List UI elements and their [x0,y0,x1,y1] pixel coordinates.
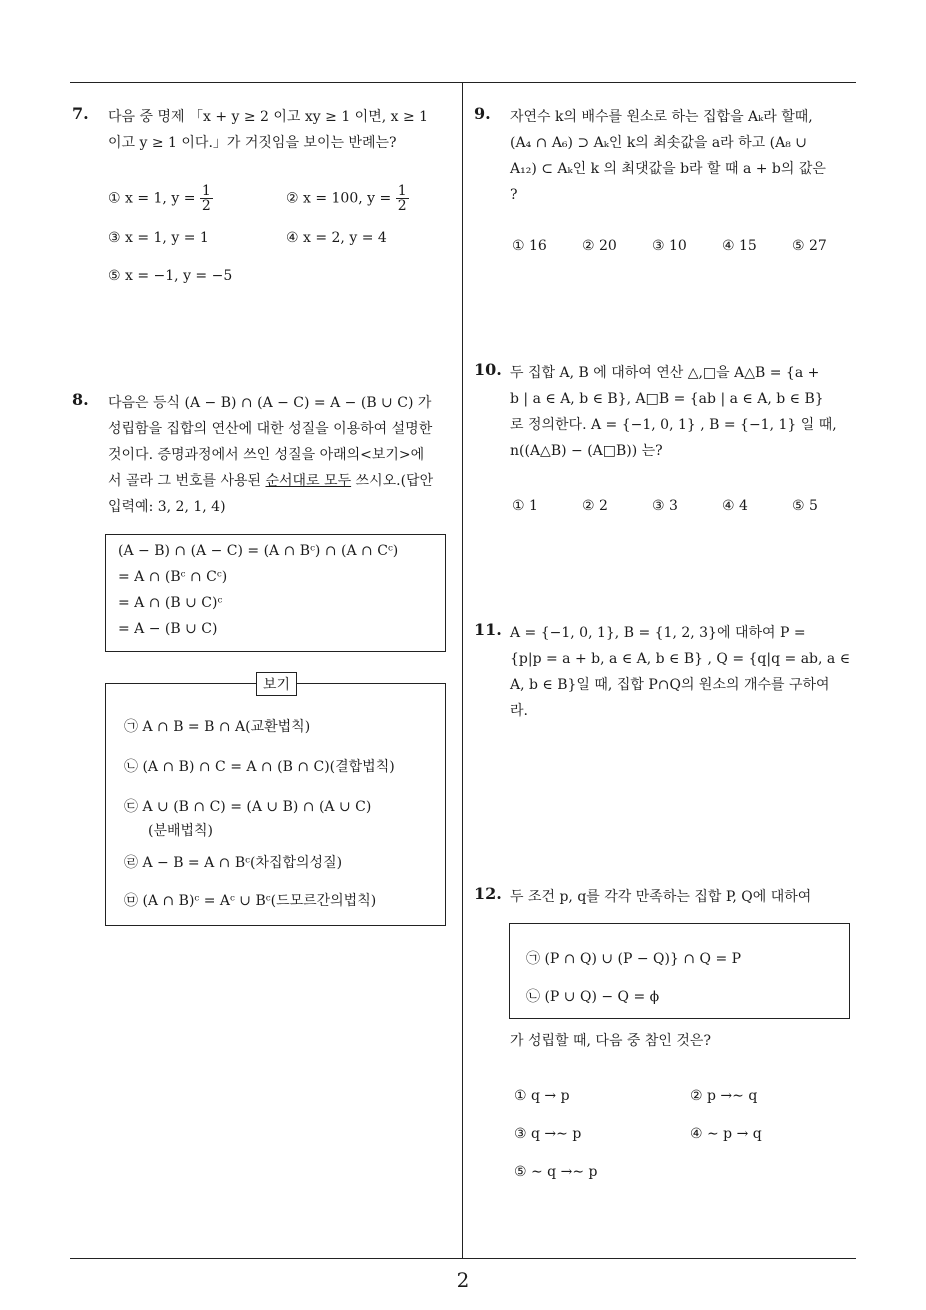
condition-item: ㉠ (P ∩ Q) ∪ (P − Q)} ∩ Q = P [526,951,742,967]
question-line: ? [510,187,518,203]
option-3[interactable]: ③ 10 [652,238,687,254]
bogi-item: ㉠ A ∩ B = B ∩ A(교환법칙) [124,719,311,735]
question-number: 7. [72,104,89,123]
question-line: A₁₂) ⊂ Aₖ인 k 의 최댓값을 b라 할 때 a + b의 값은 [510,161,826,177]
question-number: 8. [72,390,89,409]
question-text [510,360,860,464]
proof-line: = A − (B ∪ C) [118,621,218,637]
option-3[interactable]: ③ q →∼ p [514,1126,582,1142]
question-text [510,104,860,208]
question-line: 자연수 k의 배수를 원소로 하는 집합을 Aₖ라 할때, [510,109,813,125]
bogi-item: ㉣ A − B = A ∩ Bᶜ(차집합의성질) [124,855,343,871]
question-number: 11. [474,620,502,639]
fraction: $\frac{1}{2}$ [397,183,407,214]
bogi-item-cont: (분배법칙) [148,823,214,839]
option-2[interactable]: ② x = 100, y = $\frac{1}{2}$ [286,183,407,214]
question-line: 성립함을 집합의 연산에 대한 성질을 이용하여 설명한 [108,421,433,437]
option-1[interactable]: ① 16 [512,238,547,254]
fraction: $\frac{1}{2}$ [201,183,211,214]
condition-item: ㉡ (P ∪ Q) − Q = ϕ [526,989,660,1005]
question-line: 로 정의한다. A = {−1, 0, 1} , B = {−1, 1} 일 때, [510,417,837,433]
option-1[interactable]: ① 1 [512,498,538,514]
option-2[interactable]: ② p →∼ q [690,1088,758,1104]
option-5[interactable]: ⑤ 27 [792,238,827,254]
bogi-item: ㉡ (A ∩ B) ∩ C = A ∩ (B ∩ C)(결합법칙) [124,759,395,775]
option-5[interactable]: ⑤ x = −1, y = −5 [108,268,233,284]
option-5[interactable]: ⑤ 5 [792,498,818,514]
column-divider [462,82,463,1259]
question-line: 두 조건 p, q를 각각 만족하는 집합 P, Q에 대하여 [510,889,812,905]
question-text [108,104,460,156]
top-rule [70,82,856,83]
question-line: 입력예: 3, 2, 1, 4) [108,499,226,515]
page-number: 2 [456,1268,470,1292]
question-12-prompt: 가 성립할 때, 다음 중 참인 것은? [510,1033,711,1049]
option-4[interactable]: ④ 15 [722,238,757,254]
question-line: n((A△B) − (A□B)) 는? [510,443,663,459]
option-3[interactable]: ③ x = 1, y = 1 [108,230,209,246]
bogi-box [105,683,446,926]
option-1[interactable]: ① x = 1, y = $\frac{1}{2}$ [108,183,211,214]
question-line: 다음 중 명제 「x + y ≥ 2 이고 xy ≥ 1 이면, x ≥ 1 [108,109,429,125]
question-line: (A₄ ∩ A₆) ⊃ Aₖ인 k의 최솟값을 a라 하고 (A₈ ∪ [510,135,808,151]
question-number: 9. [474,104,491,123]
bottom-rule [70,1258,856,1259]
bogi-label: 보기 [256,672,297,696]
proof-line: (A − B) ∩ (A − C) = (A ∩ Bᶜ) ∩ (A ∩ Cᶜ) [118,543,399,559]
option-2[interactable]: ② 2 [582,498,608,514]
condition-box [509,923,850,1019]
question-line: 이고 y ≥ 1 이다.」가 거짓임을 보이는 반례는? [108,135,397,151]
proof-line: = A ∩ (Bᶜ ∩ Cᶜ) [118,569,228,585]
question-text [510,620,860,724]
question-line: 것이다. 증명과정에서 쓰인 성질을 아래의<보기>에 [108,447,425,463]
option-4[interactable]: ④ 4 [722,498,748,514]
question-line: 서 골라 그 번호를 사용된 순서대로 모두 쓰시오.(답안 [108,473,434,489]
option-5[interactable]: ⑤ ∼ q →∼ p [514,1164,598,1180]
question-line: 두 집합 A, B 에 대하여 연산 △,□을 A△B = {a + [510,365,820,381]
option-2[interactable]: ② 20 [582,238,617,254]
option-4[interactable]: ④ x = 2, y = 4 [286,230,387,246]
option-4[interactable]: ④ ∼ p → q [690,1126,762,1142]
question-line: 다음은 등식 (A − B) ∩ (A − C) = A − (B ∪ C) 가 [108,395,432,411]
question-line: b | a ∈ A, b ∈ B}, A□B = {ab | a ∈ A, b ∈ B} [510,391,824,407]
question-line: A, b ∈ B}일 때, 집합 P∩Q의 원소의 개수를 구하여 [510,677,830,693]
underlined-text: 순서대로 모두 [265,473,352,489]
proof-box [105,534,446,652]
bogi-item: ㉤ (A ∩ B)ᶜ = Aᶜ ∪ Bᶜ(드모르간의법칙) [124,893,377,909]
question-line: {p|p = a + b, a ∈ A, b ∈ B} , Q = {q|q = ab, a ∈ [510,651,851,667]
question-line: 라. [510,703,528,719]
option-1[interactable]: ① q → p [514,1088,570,1104]
proof-line: = A ∩ (B ∪ C)ᶜ [118,595,223,611]
question-text [108,390,460,520]
question-number: 10. [474,360,502,379]
question-number: 12. [474,884,502,903]
bogi-item: ㉢ A ∪ (B ∩ C) = (A ∪ B) ∩ (A ∪ C) [124,799,372,815]
option-3[interactable]: ③ 3 [652,498,678,514]
question-text [510,884,860,910]
question-line: A = {−1, 0, 1}, B = {1, 2, 3}에 대하여 P = [510,625,806,641]
